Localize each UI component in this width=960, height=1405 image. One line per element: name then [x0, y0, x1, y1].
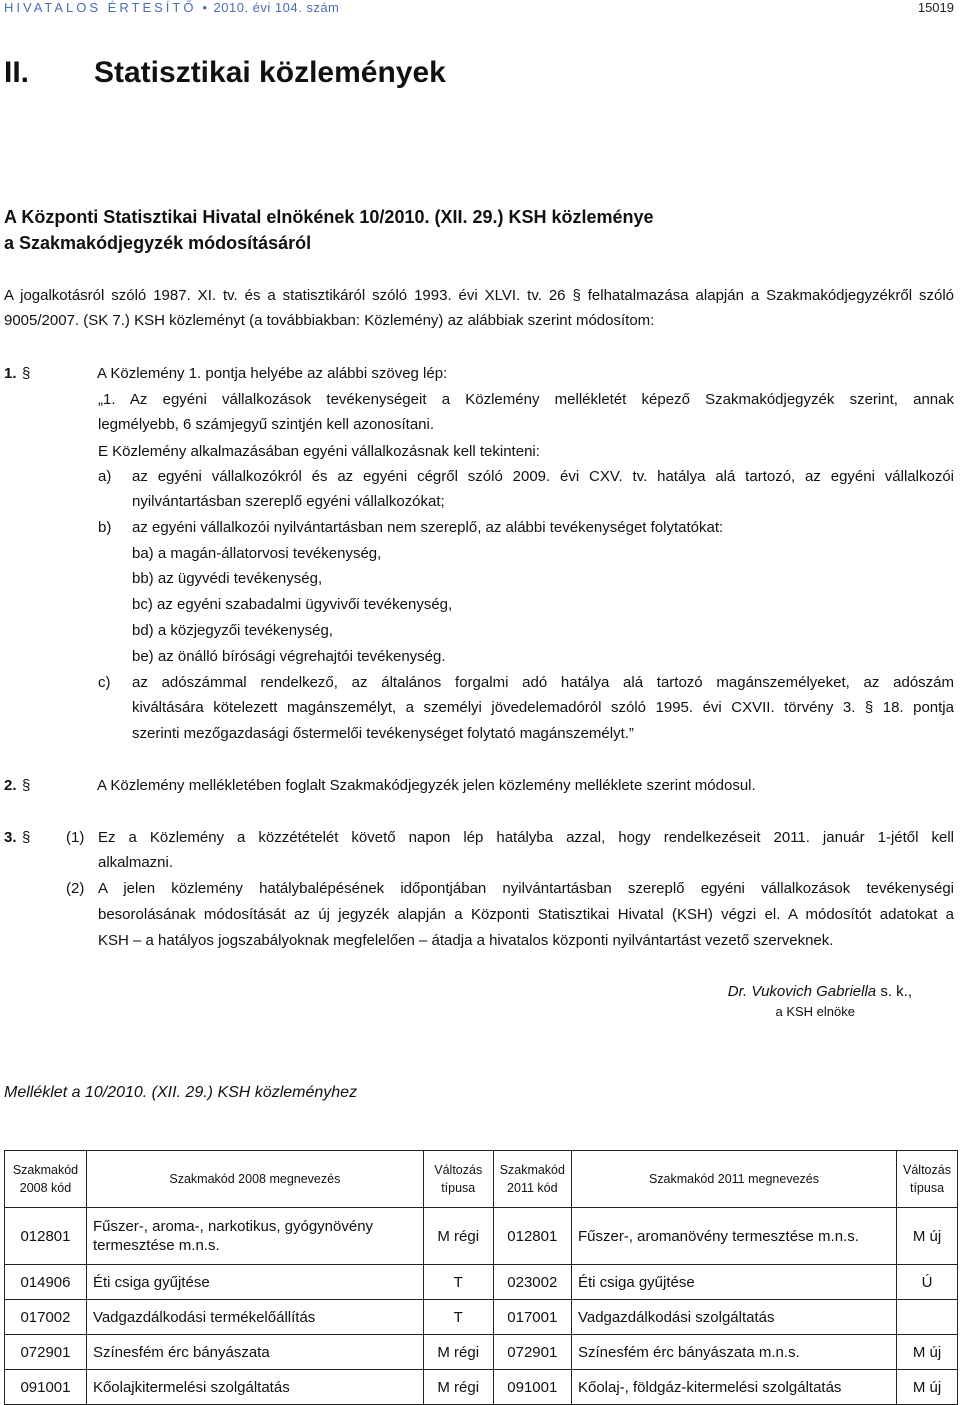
cell-code-2008: 091001 — [5, 1370, 87, 1405]
item-bb: bb) az ügyvédi tevékenység, — [132, 570, 323, 587]
bullet-separator: • — [202, 0, 208, 15]
page-number: 15019 — [917, 0, 954, 15]
item-bc: bc) az egyéni szabadalmi ügyvivői tevékenység, — [132, 596, 453, 613]
cell-change-type: Ú — [897, 1265, 958, 1300]
header-name-2008: Szakmakód 2008 megnevezés — [86, 1151, 423, 1208]
cell-code-2011: 012801 — [493, 1208, 571, 1265]
header-change-type-1: Változás típusa — [423, 1151, 493, 1208]
item-ba: ba) a magán-állatorvosi tevékenység, — [132, 545, 382, 562]
intro-line2: 9005/2007. (SK 7.) KSH közleményt (a továbbiakban: Közlemény) az alábbiak szerint módosítom: — [4, 312, 655, 329]
item-a-line1: az egyéni vállalkozókról és az egyéni cégről szóló 2009. évi CXV. tv. hatálya alá tartozó, az egyéni vállalkozói — [132, 468, 954, 485]
paragraph-sign: § — [22, 777, 31, 794]
subsection-1-label: (1) — [66, 829, 85, 846]
table-row — [5, 1300, 958, 1335]
intro-line1: A jogalkotásról szóló 1987. XI. tv. és a statisztikáról szóló 1993. évi XLVI. tv. 26 § felhatalmazása alapján a Szakmakódjegyzékről szóló — [4, 287, 954, 304]
cell-name-2011: Fűszer-, aromanövény termesztése m.n.s. — [571, 1208, 896, 1265]
section-2-number: 2. — [4, 777, 17, 794]
quote-line1: „1. Az egyéni vállalkozások tevékenységeit a Közlemény mellékletét képező Szakmakódjegyzék szerint, annak — [98, 391, 954, 408]
running-header — [4, 0, 954, 16]
quote-line2: legmélyebb, 6 számjegyű szintjén kell azonosítani. — [98, 416, 435, 433]
code-change-table — [4, 1150, 958, 1405]
header-code-2011: Szakmakód 2011 kód — [493, 1151, 571, 1208]
item-b-label: b) — [98, 519, 112, 536]
subsection-2-line2: besorolásának módosítását az új jegyzék alapján a Központi Statisztikai Hivatal (KSH) végzi el. A módosítót adatokat a — [98, 906, 954, 923]
document-title-line1: A Központi Statisztikai Hivatal elnökének 10/2010. (XII. 29.) KSH közleménye — [4, 207, 654, 227]
cell-code-2008: 014906 — [5, 1265, 87, 1300]
cell-change-type: T — [423, 1265, 493, 1300]
item-c-line3: szerinti mezőgazdasági őstermelői tevékenységet folytató magánszemélyt.” — [132, 725, 634, 742]
item-a-line2: nyilvántartásban szereplő egyéni vállalkozókat; — [132, 493, 445, 510]
header-code-2008: Szakmakód 2008 kód — [5, 1151, 87, 1208]
table-row — [5, 1208, 958, 1265]
definition-intro: E Közlemény alkalmazásában egyéni vállalkozásnak kell tekinteni: — [98, 443, 540, 460]
item-c-label: c) — [98, 674, 111, 691]
cell-code-2008: 012801 — [5, 1208, 87, 1265]
item-bd: bd) a közjegyzői tevékenység, — [132, 622, 333, 639]
issue-label: 2010. évi 104. szám — [213, 0, 340, 15]
header-change-type-2: Változás típusa — [897, 1151, 958, 1208]
subsection-1-line1: Ez a Közlemény a közzétételét követő napon lép hatályba azzal, hogy rendelkezéseit 2011. január 1-jétől kell — [98, 829, 954, 846]
cell-change-type: M régi — [423, 1370, 493, 1405]
paragraph-sign: § — [22, 829, 31, 846]
table-row — [5, 1335, 958, 1370]
header-left — [4, 0, 339, 15]
cell-code-2011: 023002 — [493, 1265, 571, 1300]
cell-name-2011: Színesfém érc bányászata m.n.s. — [571, 1335, 896, 1370]
section-2-text: A Közlemény mellékletében foglalt Szakmakódjegyzék jelen közlemény melléklete szerint módosul. — [97, 777, 756, 794]
item-be: be) az önálló bírósági végrehajtói tevékenység. — [132, 648, 446, 665]
cell-code-2011: 091001 — [493, 1370, 571, 1405]
cell-code-2008: 017002 — [5, 1300, 87, 1335]
cell-name-2008: Éti csiga gyűjtése — [86, 1265, 423, 1300]
annex-title: Melléklet a 10/2010. (XII. 29.) KSH közleményhez — [4, 1084, 358, 1101]
item-a-label: a) — [98, 468, 112, 485]
item-c-line1: az adószámmal rendelkező, az általános forgalmi adó hatálya alá tartozó magánszemélyeket, az adószám — [132, 674, 954, 691]
section-3-number: 3. — [4, 829, 17, 846]
cell-change-type: T — [423, 1300, 493, 1335]
signature-suffix: s. k., — [880, 983, 912, 1000]
document-title — [4, 204, 654, 256]
table-row — [5, 1370, 958, 1405]
section-number: II. — [4, 56, 30, 89]
cell-name-2011: Éti csiga gyűjtése — [571, 1265, 896, 1300]
signatory-name: Dr. Vukovich Gabriella — [727, 983, 877, 1000]
cell-name-2008: Vadgazdálkodási termékelőállítás — [86, 1300, 423, 1335]
subsection-1-line2: alkalmazni. — [98, 854, 174, 871]
document-title-line2: a Szakmakódjegyzék módosításáról — [4, 233, 312, 253]
signature — [728, 983, 912, 1000]
cell-change-type: M régi — [423, 1335, 493, 1370]
cell-name-2011: Kőolaj-, földgáz-kitermelési szolgáltatás — [571, 1370, 896, 1405]
cell-change-type: M új — [897, 1208, 958, 1265]
cell-name-2008: Színesfém érc bányászata — [86, 1335, 423, 1370]
cell-change-type: M új — [897, 1370, 958, 1405]
item-c-line2: kiváltására kötelezett magánszemélyt, a személyi jövedelemadóról szóló 1995. évi CXVII. törvény 3. § 18. pontja — [132, 699, 954, 716]
section-1-text: A Közlemény 1. pontja helyébe az alábbi szöveg lép: — [97, 365, 448, 382]
section-heading — [4, 56, 446, 90]
cell-name-2008: Kőolajkitermelési szolgáltatás — [86, 1370, 423, 1405]
cell-code-2011: 017001 — [493, 1300, 571, 1335]
cell-change-type: M régi — [423, 1208, 493, 1265]
cell-change-type: M új — [897, 1335, 958, 1370]
cell-code-2011: 072901 — [493, 1335, 571, 1370]
journal-name: HIVATALOS ÉRTESÍTŐ — [4, 0, 197, 15]
paragraph-sign: § — [22, 365, 31, 382]
item-b-text: az egyéni vállalkozói nyilvántartásban nem szereplő, az alábbi tevékenységet folytatókat: — [132, 519, 724, 536]
cell-name-2008: Fűszer-, aroma-, narkotikus, gyógynövény termesztése m.n.s. — [86, 1208, 423, 1265]
header-name-2011: Szakmakód 2011 megnevezés — [571, 1151, 896, 1208]
signatory-title: a KSH elnöke — [775, 1004, 855, 1019]
cell-change-type — [897, 1300, 958, 1335]
section-1-number: 1. — [4, 365, 17, 382]
table-header-row — [5, 1151, 958, 1208]
section-title: Statisztikai közlemények — [94, 56, 446, 89]
subsection-2-line1: A jelen közlemény hatálybalépésének időpontjában nyilvántartásban szereplő egyéni vállalkozások tevékenységi — [98, 880, 954, 897]
cell-name-2011: Vadgazdálkodási szolgáltatás — [571, 1300, 896, 1335]
subsection-2-label: (2) — [66, 880, 85, 897]
cell-code-2008: 072901 — [5, 1335, 87, 1370]
subsection-2-line3: KSH – a hatályos jogszabályoknak megfelelően – átadja a hivatalos központi nyilvántartást vezető szerveknek. — [98, 932, 834, 949]
table-row — [5, 1265, 958, 1300]
